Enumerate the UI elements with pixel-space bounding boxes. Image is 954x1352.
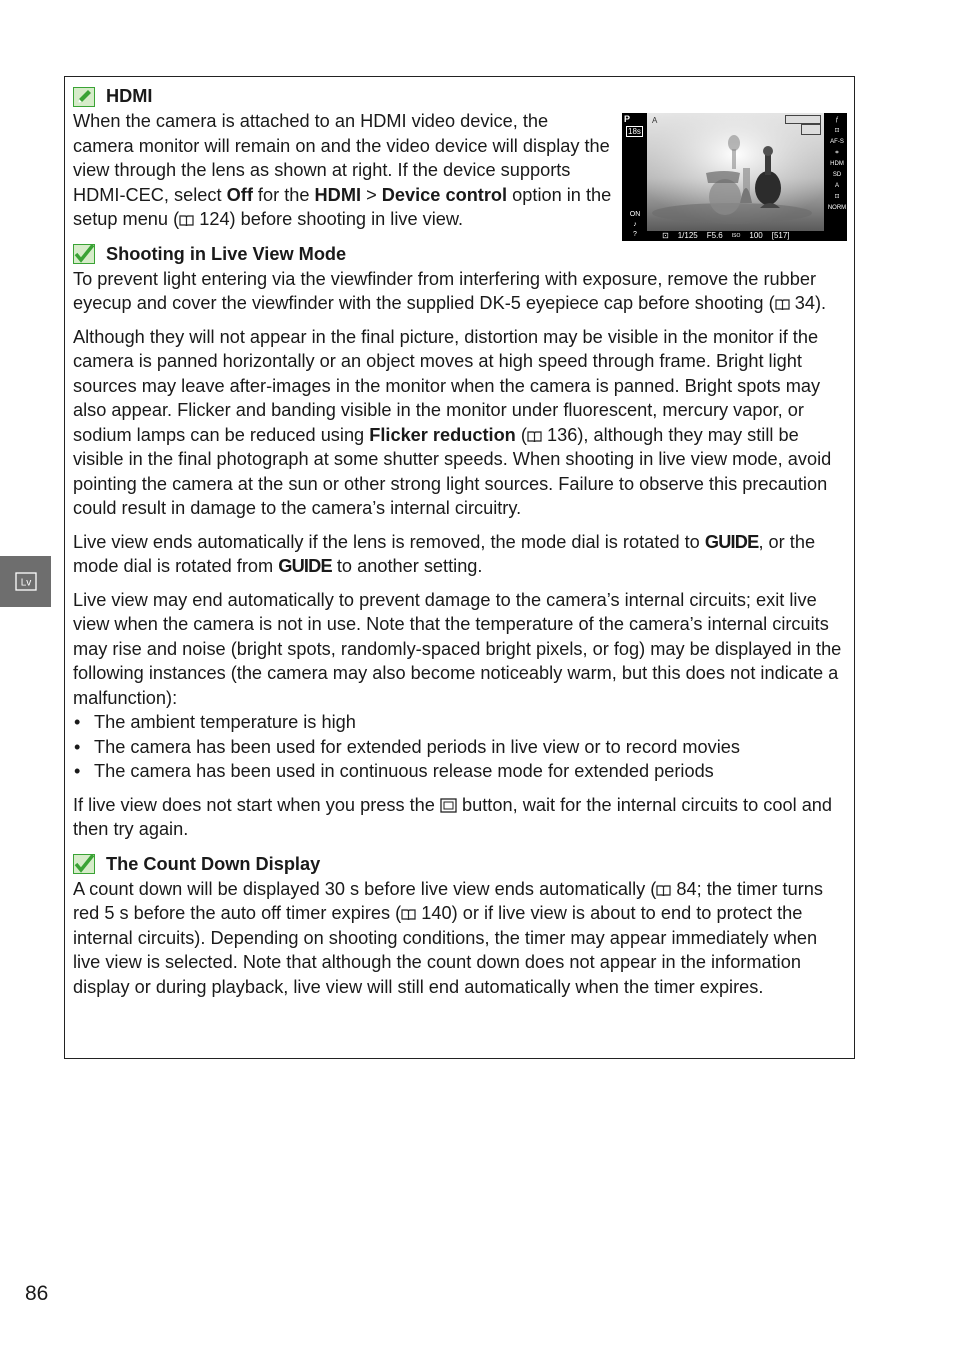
list-item: • The camera has been used for extended periods in live view or to record movies xyxy=(73,735,846,760)
monitor-aperture: F5.6 xyxy=(706,231,723,240)
notes-box xyxy=(64,76,855,1059)
monitor-right-icon-3: ⌗ xyxy=(835,150,839,156)
live-view-tab-icon xyxy=(15,572,37,591)
live-view-note-heading xyxy=(73,242,846,267)
list-item: • The ambient temperature is high xyxy=(73,710,846,735)
pencil-note-icon xyxy=(73,87,95,107)
live-view-bullet-list xyxy=(73,710,846,784)
guide-mode-label: GUIDE xyxy=(278,556,332,576)
monitor-shutter: 1/125 xyxy=(677,231,698,240)
monitor-bottom-bar xyxy=(662,231,842,241)
book-reference-icon xyxy=(775,298,790,311)
list-item: • The camera has been used in continuous release mode for extended periods xyxy=(73,759,846,784)
guide-mode-label: GUIDE xyxy=(704,531,759,552)
page-number: 86 xyxy=(25,1282,49,1305)
monitor-frames: 100 xyxy=(749,231,763,240)
monitor-right-icon-4: HDM xyxy=(830,161,844,167)
monitor-right-icon-6: A xyxy=(834,183,839,189)
monitor-remaining: [517] xyxy=(771,231,790,240)
live-view-paragraph-4: Live view may end automatically to prevent damage to the camera’s internal circuits; exit live view when the camera is not in use. Note that the temperature of the camera’s internal circuits may rise and noise (bright spots, randomly-spaced bright pixels, or fog) may be displayed in the following instances (the camera may also become noticeably warm, but this does not indicate a malfunction): xyxy=(73,589,842,708)
monitor-left-bottom xyxy=(626,210,644,240)
book-reference-icon xyxy=(656,884,671,897)
checkmark-icon xyxy=(73,854,95,874)
checkmark-icon xyxy=(73,244,95,264)
live-view-paragraph-1: To prevent light entering via the viewfinder from interfering with exposure, remove the rubber eyecup and cover the viewfinder with the supplied DK-5 eyepiece cap before shooting ( 34). xyxy=(73,268,827,313)
count-down-note-title: The Count Down Display xyxy=(106,853,321,874)
monitor-right-icon-5: SD xyxy=(832,172,842,178)
monitor-left-icon-2: ? xyxy=(633,231,637,238)
monitor-left-icon-1: ♪ xyxy=(633,221,637,228)
monitor-top-right-indicator xyxy=(785,115,821,124)
live-view-paragraph-5: If live view does not start when you press the button, wait for the internal circuits to cool and then try again. xyxy=(73,794,833,839)
monitor-right-icon-2: AF-S xyxy=(830,139,844,145)
hdmi-paragraph: When the camera is attached to an HDMI video device, the camera monitor will remain on and the video device will display the view through the lens as shown at right. If the device supports HDMI-CEC, select Off for the HDMI > Device control option in the setup menu ( 124) before shooting in live view. xyxy=(73,111,612,229)
live-view-paragraph-2: Although they will not appear in the final picture, distortion may be visible in the monitor if the camera is panned horizontally or an object moves at high speed through frame. Bright light sources may leave after-images in the monitor when the camera is panned. Bright spots may also appear. Flicker and banding visible in the monitor under fluorescent, mercury vapor, or sodium lamps can be reduced using Flicker reduction ( 136), although they may still be visible in the final photograph at some shutter speeds. When shooting in live view mode, avoid pointing the camera at the sun or other strong light sources. Failure to observe this precaution could result in damage to the camera’s internal circuitry. xyxy=(73,326,832,518)
count-down-note-heading xyxy=(73,852,846,877)
live-view-monitor-image xyxy=(622,113,847,241)
live-view-note-title: Shooting in Live View Mode xyxy=(106,243,347,264)
monitor-right-icon-7: ⊡ xyxy=(834,194,840,200)
side-tab-label: Lv xyxy=(20,577,31,589)
book-reference-icon xyxy=(401,908,416,921)
notes-inner xyxy=(73,82,846,999)
live-view-button-icon xyxy=(440,798,457,813)
count-down-paragraph: A count down will be displayed 30 s before live view ends automatically ( 84; the timer turns red 5 s before the auto off timer expires ( 140) or if live view is about to end to protect the internal circuits). Depending on shooting conditions, the timer may appear immediately when live view is selected. Note that although the count down does not appear in the information display or during playback, live view will still end automatically when the timer expires. xyxy=(73,878,823,997)
monitor-left-icon-0: ON xyxy=(629,211,641,218)
live-view-paragraph-3: Live view ends automatically if the lens is removed, the mode dial is rotated to GUIDE, or the mode dial is rotated from GUIDE to another setting. xyxy=(73,531,816,576)
book-reference-icon xyxy=(179,214,194,227)
hdmi-note-heading xyxy=(73,84,846,109)
book-reference-icon xyxy=(527,430,542,443)
chapter-side-tab xyxy=(0,556,51,607)
monitor-top-right-indicator-2 xyxy=(801,124,821,135)
hdmi-note-title: HDMI xyxy=(106,86,153,107)
monitor-mode-badge: P xyxy=(624,114,631,124)
monitor-right-icon-0: ƒ xyxy=(835,117,839,123)
monitor-iso: ISO xyxy=(731,233,741,239)
monitor-flash-mode: A xyxy=(652,116,658,125)
monitor-quality: NORM xyxy=(827,205,847,211)
monitor-right-column xyxy=(827,115,847,214)
monitor-metering-icon: ⊡ xyxy=(662,231,669,240)
monitor-right-icon-1: ⊡ xyxy=(834,128,840,134)
monitor-countdown: 18s xyxy=(628,127,641,136)
